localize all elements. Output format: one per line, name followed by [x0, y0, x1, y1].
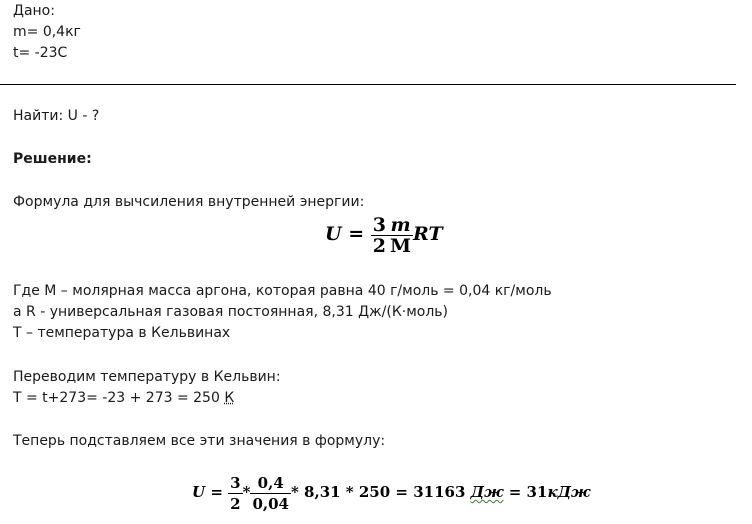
formula-intro: Формула для вычсиления внутренней энергии:	[13, 194, 365, 210]
frac-numerator: 3	[372, 213, 386, 236]
formula-equals: =	[348, 223, 365, 245]
final-fraction-mass	[250, 473, 291, 514]
convert-equation	[13, 390, 234, 407]
final-formula	[192, 470, 591, 514]
final-equals-2: = 31	[503, 483, 548, 501]
frac-numerator: m	[388, 215, 413, 236]
final-fraction-3-2	[228, 473, 242, 514]
final-unit-kilojoule: кДж	[547, 483, 591, 501]
convert-equation-text: T = t+273= -23 + 273 = 250	[13, 390, 225, 406]
solution-heading: Решение:	[13, 151, 92, 167]
given-temperature: t= -23С	[13, 45, 68, 61]
frac-denominator: M	[389, 234, 412, 257]
definition-temperature: T – температура в Кельвинах	[13, 325, 231, 341]
formula-lhs: U	[325, 223, 342, 245]
given-mass: m= 0,4кг	[13, 24, 81, 40]
frac-numerator: 3	[230, 473, 241, 492]
formula-tail: RT	[413, 223, 443, 245]
given-title: Дано:	[13, 3, 55, 19]
final-mult: *	[242, 483, 251, 501]
frac-numerator: 0,4	[250, 473, 291, 494]
divider-line	[0, 84, 736, 85]
frac-denominator: 0,04	[252, 494, 289, 513]
formula-fraction-3-2	[371, 215, 388, 256]
formula-fraction-m-M	[388, 215, 413, 256]
convert-title: Переводим температуру в Кельвин:	[13, 369, 281, 385]
final-rest: * 8,31 * 250 = 31163	[290, 483, 471, 501]
final-equals: =	[210, 483, 223, 501]
definition-molar-mass: Где M – молярная масса аргона, которая равна 40 г/моль = 0,04 кг/моль	[13, 283, 552, 299]
frac-denominator: 2	[230, 494, 241, 513]
final-lhs: U	[192, 483, 206, 501]
energy-formula	[325, 212, 443, 256]
frac-denominator: 2	[372, 234, 386, 257]
find-line: Найти: U - ?	[13, 108, 100, 124]
convert-unit: К	[224, 390, 235, 406]
substitute-intro: Теперь подставляем все эти значения в формулу:	[13, 433, 386, 449]
final-unit-joule: Дж	[470, 483, 504, 501]
definition-gas-constant: а R - универсальная газовая постоянная, 8,31 Дж/(К·моль)	[13, 304, 449, 320]
